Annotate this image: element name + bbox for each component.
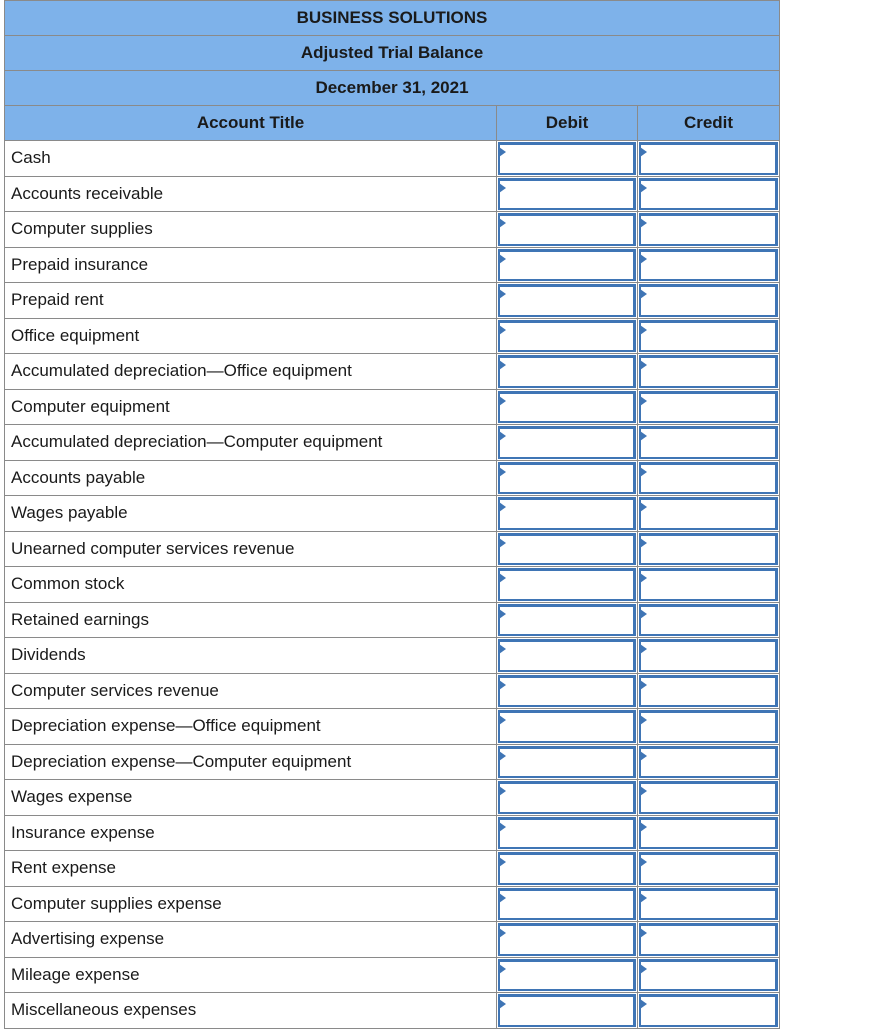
credit-input[interactable] — [639, 959, 778, 992]
account-title-cell: Computer supplies expense — [5, 886, 497, 922]
account-row — [5, 141, 780, 177]
debit-cell — [497, 709, 638, 745]
account-title-cell: Accumulated depreciation—Office equipment — [5, 354, 497, 390]
credit-input[interactable] — [639, 568, 778, 601]
account-row — [5, 460, 780, 496]
credit-input[interactable] — [639, 284, 778, 317]
debit-input[interactable] — [498, 888, 636, 921]
debit-cell — [497, 815, 638, 851]
debit-cell — [497, 638, 638, 674]
debit-cell — [497, 496, 638, 532]
debit-cell — [497, 780, 638, 816]
credit-input[interactable] — [639, 781, 778, 814]
account-row — [5, 851, 780, 887]
account-title-cell: Miscellaneous expenses — [5, 993, 497, 1029]
account-title-cell: Advertising expense — [5, 922, 497, 958]
account-title-cell: Computer services revenue — [5, 673, 497, 709]
debit-input[interactable] — [498, 568, 636, 601]
credit-input[interactable] — [639, 675, 778, 708]
debit-cell — [497, 673, 638, 709]
credit-input[interactable] — [639, 994, 778, 1027]
debit-input[interactable] — [498, 213, 636, 246]
debit-cell — [497, 318, 638, 354]
debit-cell — [497, 886, 638, 922]
credit-input[interactable] — [639, 852, 778, 885]
account-row — [5, 638, 780, 674]
credit-cell — [638, 354, 780, 390]
credit-cell — [638, 460, 780, 496]
account-title-cell: Accounts payable — [5, 460, 497, 496]
credit-input[interactable] — [639, 213, 778, 246]
credit-cell — [638, 673, 780, 709]
credit-cell — [638, 425, 780, 461]
account-row — [5, 780, 780, 816]
credit-cell — [638, 212, 780, 248]
credit-cell — [638, 141, 780, 177]
account-title-cell: Prepaid insurance — [5, 247, 497, 283]
account-row — [5, 709, 780, 745]
debit-input[interactable] — [498, 675, 636, 708]
account-row — [5, 283, 780, 319]
account-row — [5, 957, 780, 993]
credit-cell — [638, 389, 780, 425]
account-title-cell: Computer supplies — [5, 212, 497, 248]
credit-input[interactable] — [639, 533, 778, 566]
account-title-cell: Unearned computer services revenue — [5, 531, 497, 567]
account-title-cell: Cash — [5, 141, 497, 177]
account-row — [5, 354, 780, 390]
debit-input[interactable] — [498, 142, 636, 175]
debit-cell — [497, 744, 638, 780]
statement-title: Adjusted Trial Balance — [5, 36, 780, 71]
debit-input[interactable] — [498, 178, 636, 211]
debit-input[interactable] — [498, 426, 636, 459]
credit-input[interactable] — [639, 391, 778, 424]
debit-cell — [497, 993, 638, 1029]
debit-input[interactable] — [498, 391, 636, 424]
debit-cell — [497, 460, 638, 496]
company-name: BUSINESS SOLUTIONS — [5, 1, 780, 36]
debit-input[interactable] — [498, 533, 636, 566]
account-title-header: Account Title — [5, 106, 497, 141]
credit-input[interactable] — [639, 710, 778, 743]
credit-input[interactable] — [639, 604, 778, 637]
account-title-cell: Prepaid rent — [5, 283, 497, 319]
credit-cell — [638, 744, 780, 780]
credit-cell — [638, 780, 780, 816]
credit-cell — [638, 531, 780, 567]
account-title-cell: Retained earnings — [5, 602, 497, 638]
credit-cell — [638, 886, 780, 922]
debit-cell — [497, 957, 638, 993]
account-row — [5, 922, 780, 958]
account-title-cell: Dividends — [5, 638, 497, 674]
account-row — [5, 744, 780, 780]
credit-input[interactable] — [639, 639, 778, 672]
account-title-cell: Wages payable — [5, 496, 497, 532]
debit-input[interactable] — [498, 249, 636, 282]
debit-input[interactable] — [498, 781, 636, 814]
account-title-cell: Depreciation expense—Office equipment — [5, 709, 497, 745]
debit-cell — [497, 247, 638, 283]
account-row — [5, 425, 780, 461]
debit-input[interactable] — [498, 604, 636, 637]
credit-cell — [638, 602, 780, 638]
debit-cell — [497, 425, 638, 461]
account-row — [5, 815, 780, 851]
account-title-cell: Depreciation expense—Computer equipment — [5, 744, 497, 780]
debit-cell — [497, 851, 638, 887]
account-row — [5, 673, 780, 709]
credit-input[interactable] — [639, 462, 778, 495]
credit-cell — [638, 709, 780, 745]
debit-input[interactable] — [498, 462, 636, 495]
debit-input[interactable] — [498, 746, 636, 779]
credit-cell — [638, 247, 780, 283]
credit-cell — [638, 957, 780, 993]
credit-cell — [638, 176, 780, 212]
debit-input[interactable] — [498, 852, 636, 885]
account-row — [5, 496, 780, 532]
credit-input[interactable] — [639, 142, 778, 175]
debit-cell — [497, 212, 638, 248]
debit-cell — [497, 922, 638, 958]
credit-header: Credit — [638, 106, 780, 141]
debit-input[interactable] — [498, 497, 636, 530]
debit-input[interactable] — [498, 355, 636, 388]
account-row — [5, 993, 780, 1029]
account-row — [5, 886, 780, 922]
debit-cell — [497, 389, 638, 425]
account-title-cell: Accumulated depreciation—Computer equipment — [5, 425, 497, 461]
credit-cell — [638, 851, 780, 887]
debit-input[interactable] — [498, 959, 636, 992]
account-title-cell: Office equipment — [5, 318, 497, 354]
debit-cell — [497, 283, 638, 319]
account-title-cell: Accounts receivable — [5, 176, 497, 212]
debit-header: Debit — [497, 106, 638, 141]
debit-input[interactable] — [498, 994, 636, 1027]
debit-cell — [497, 531, 638, 567]
account-title-cell: Insurance expense — [5, 815, 497, 851]
debit-cell — [497, 141, 638, 177]
account-row — [5, 389, 780, 425]
credit-cell — [638, 922, 780, 958]
credit-input[interactable] — [639, 320, 778, 353]
account-title-cell: Rent expense — [5, 851, 497, 887]
credit-input[interactable] — [639, 923, 778, 956]
account-row — [5, 212, 780, 248]
credit-input[interactable] — [639, 746, 778, 779]
debit-cell — [497, 567, 638, 603]
credit-input[interactable] — [639, 888, 778, 921]
account-row — [5, 567, 780, 603]
account-title-cell: Wages expense — [5, 780, 497, 816]
debit-cell — [497, 354, 638, 390]
credit-cell — [638, 638, 780, 674]
debit-input[interactable] — [498, 817, 636, 850]
adjusted-trial-balance-table — [4, 0, 780, 1029]
statement-date: December 31, 2021 — [5, 71, 780, 106]
debit-input[interactable] — [498, 710, 636, 743]
account-row — [5, 247, 780, 283]
account-title-cell: Common stock — [5, 567, 497, 603]
credit-cell — [638, 318, 780, 354]
credit-cell — [638, 283, 780, 319]
credit-input[interactable] — [639, 178, 778, 211]
account-row — [5, 602, 780, 638]
credit-input[interactable] — [639, 426, 778, 459]
credit-cell — [638, 815, 780, 851]
debit-input[interactable] — [498, 923, 636, 956]
credit-input[interactable] — [639, 497, 778, 530]
account-title-cell: Mileage expense — [5, 957, 497, 993]
account-row — [5, 318, 780, 354]
credit-cell — [638, 496, 780, 532]
debit-cell — [497, 602, 638, 638]
credit-input[interactable] — [639, 249, 778, 282]
debit-input[interactable] — [498, 320, 636, 353]
account-row — [5, 176, 780, 212]
credit-input[interactable] — [639, 817, 778, 850]
debit-cell — [497, 176, 638, 212]
account-title-cell: Computer equipment — [5, 389, 497, 425]
debit-input[interactable] — [498, 284, 636, 317]
credit-cell — [638, 567, 780, 603]
account-row — [5, 531, 780, 567]
credit-cell — [638, 993, 780, 1029]
credit-input[interactable] — [639, 355, 778, 388]
debit-input[interactable] — [498, 639, 636, 672]
